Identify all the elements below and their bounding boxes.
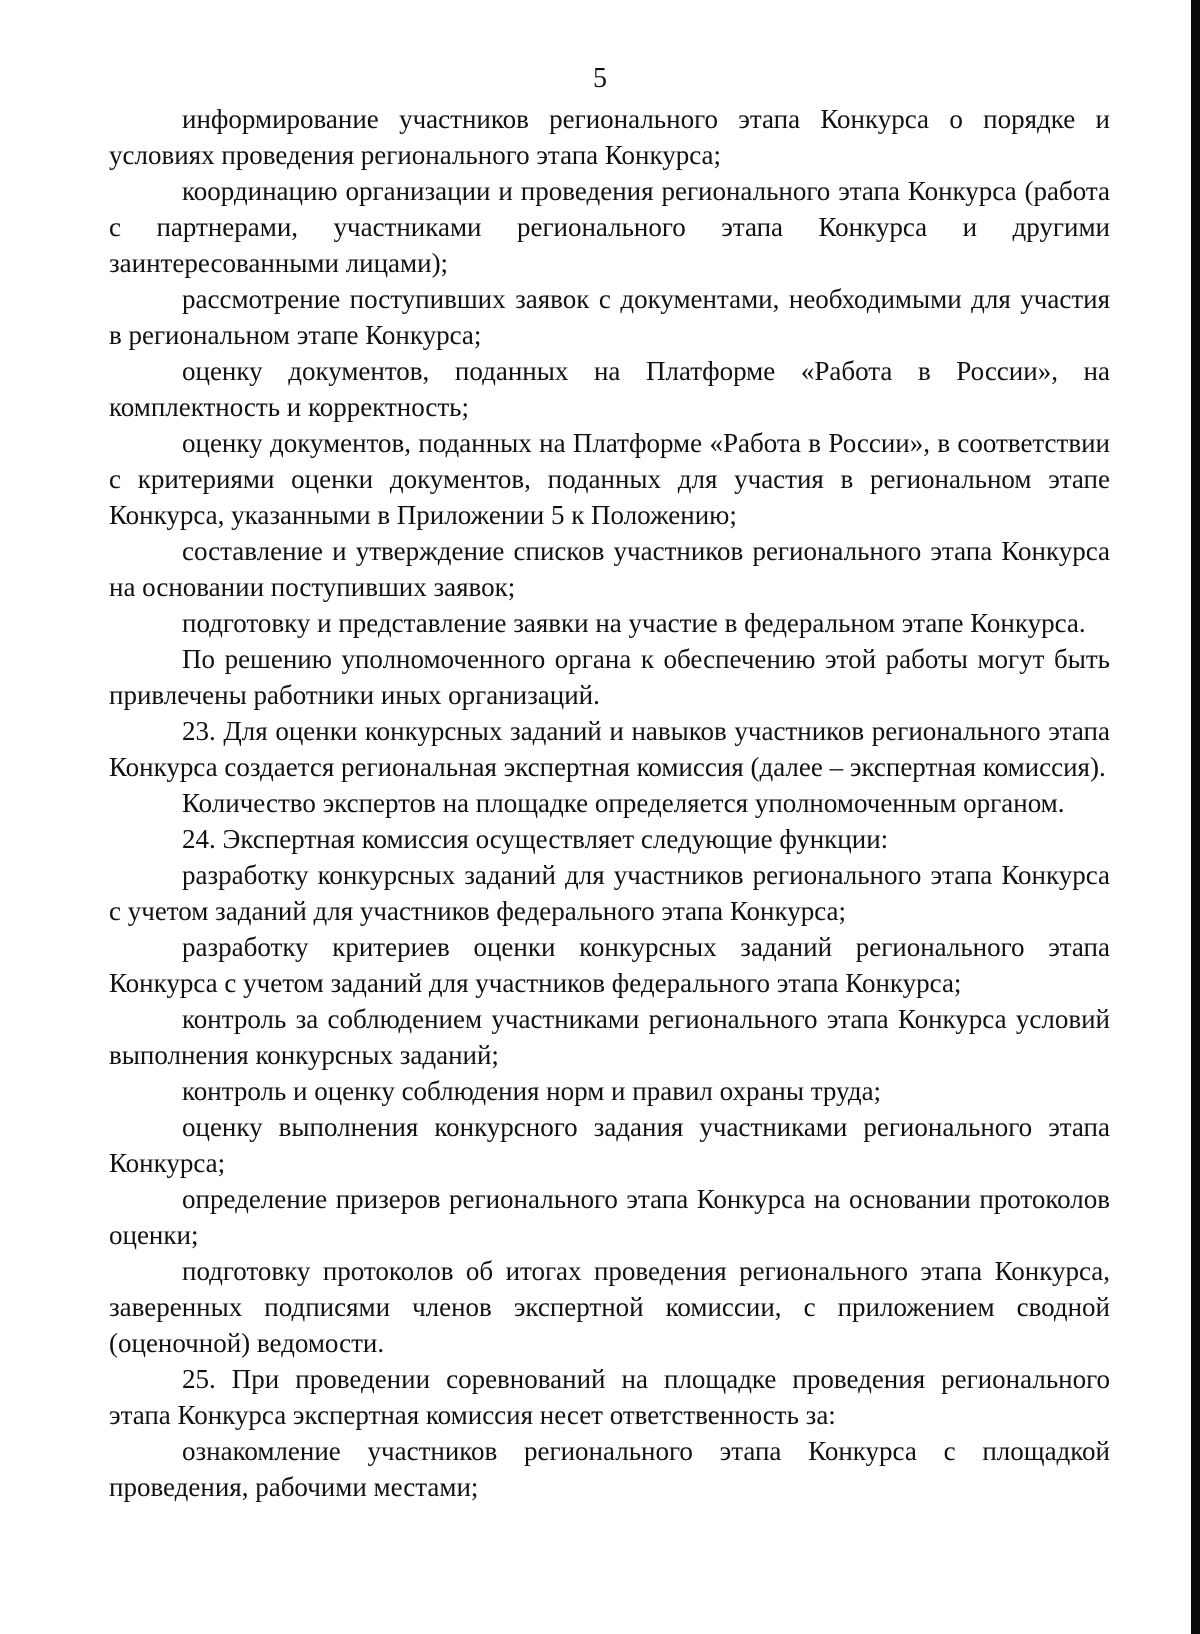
paragraph-coordination: координацию организации и проведения регионального этапа Конкурса (работа с партнерами, участниками регионального этапа Конкурса и другими заинтересованными лицами);: [109, 176, 1110, 278]
paragraph-safety-control: контроль и оценку соблюдения норм и правил охраны труда;: [182, 1076, 882, 1106]
paragraph-section-25: 25. При проведении соревнований на площадке проведения регионального этапа Конкурса экспертная комиссия несет ответственность за:: [109, 1364, 1110, 1430]
paragraph-compliance-control: контроль за соблюдением участниками регионального этапа Конкурса условий выполнения конкурсных заданий;: [109, 1004, 1110, 1070]
paragraph-criteria-development: разработку критериев оценки конкурсных заданий регионального этапа Конкурса с учетом заданий для участников федерального этапа Конкурса;: [109, 932, 1110, 998]
paragraph-winners: определение призеров регионального этапа Конкурса на основании протоколов оценки;: [109, 1184, 1110, 1250]
paragraph-completeness-check: оценку документов, поданных на Платформе «Работа в России», на комплектность и корректность;: [109, 356, 1110, 422]
paragraph-other-organizations: По решению уполномоченного органа к обеспечению этой работы могут быть привлечены работники иных организаций.: [109, 644, 1110, 710]
paragraph-expert-count: Количество экспертов на площадке определяется уполномоченным органом.: [182, 788, 1065, 818]
paragraph-task-development: разработку конкурсных заданий для участников регионального этапа Конкурса с учетом заданий для участников федерального этапа Конкурса;: [109, 860, 1110, 926]
paragraph-section-23: 23. Для оценки конкурсных заданий и навыков участников регионального этапа Конкурса создается региональная экспертная комиссия (далее – экспертная комиссия).: [109, 716, 1110, 782]
paragraph-venue-familiarization: ознакомление участников регионального этапа Конкурса с площадкой проведения, рабочими местами;: [109, 1436, 1110, 1502]
paragraph-participant-lists: составление и утверждение списков участников регионального этапа Конкурса на основании поступивших заявок;: [109, 536, 1110, 602]
paragraph-section-24: 24. Экспертная комиссия осуществляет следующие функции:: [182, 824, 889, 854]
paragraph-federal-application: подготовку и представление заявки на участие в федеральном этапе Конкурса.: [182, 608, 1086, 638]
paragraph-informing: информирование участников регионального этапа Конкурса о порядке и условиях проведения регионального этапа Конкурса;: [109, 104, 1110, 170]
page-number: 5: [593, 63, 607, 94]
paragraph-task-evaluation: оценку выполнения конкурсного задания участниками регионального этапа Конкурса;: [109, 1112, 1110, 1178]
paragraph-criteria-assessment: оценку документов, поданных на Платформе «Работа в России», в соответствии с критериями оценки документов, поданных для участия в региональном этапе Конкурса, указанными в Приложении 5 к Положению;: [109, 428, 1110, 530]
scan-edge: [1191, 0, 1200, 1634]
paragraph-application-review: рассмотрение поступивших заявок с документами, необходимыми для участия в региональном этапе Конкурса;: [109, 284, 1110, 350]
paragraph-protocols: подготовку протоколов об итогах проведения регионального этапа Конкурса, заверенных подписями членов экспертной комиссии, с приложением сводной (оценочной) ведомости.: [109, 1256, 1110, 1358]
document-body: [109, 101, 1110, 1505]
